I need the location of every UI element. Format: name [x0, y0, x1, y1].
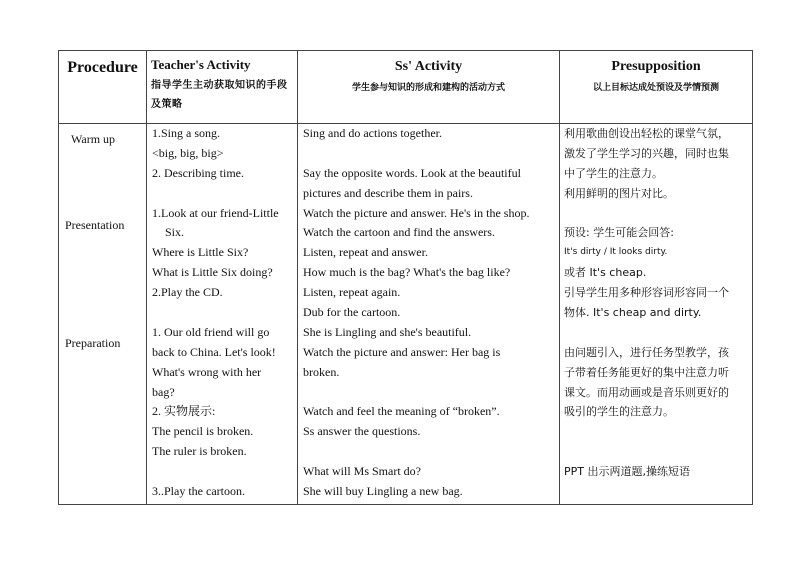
teacher-line: <big, big, big> [152, 145, 224, 160]
pre-line [560, 482, 752, 502]
ss-line: Say the opposite words. Look at the beautiful [303, 165, 521, 180]
pre-line: 或者 It's cheap. [564, 266, 647, 280]
presupposition-heading: Presupposition [611, 59, 701, 74]
teacher-line: 1.Sing a song. [152, 126, 221, 140]
ss-line: How much is the bag? What's the bag like? [303, 265, 511, 280]
pre-line [560, 422, 752, 442]
teacher-line: 1. Our old friend will go [152, 324, 270, 339]
ss-line: Dub for the cartoon. [303, 305, 401, 320]
pre-line: 利用鲜明的图片对比。 [564, 186, 674, 200]
teacher-line: What's wrong with her [152, 364, 262, 379]
ss-line: Watch the picture and answer. He's in the shop. [303, 205, 530, 220]
ss-line: Watch the picture and answer: Her bag is [303, 344, 501, 359]
teacher-line [147, 184, 297, 204]
teacher-line: 2.Play the CD. [152, 285, 223, 300]
ss-line [298, 442, 559, 462]
pre-line: 引导学生用多种形容词形容同一个 [564, 286, 729, 300]
ss-line: Watch the cartoon and find the answers. [303, 225, 495, 240]
pre-line [560, 323, 752, 343]
teacher-line: 2. 实物展示: [152, 404, 216, 419]
ss-line: What will Ms Smart do? [303, 464, 421, 479]
ss-line: Sing and do actions together. [303, 126, 442, 140]
procedure-presentation: Presentation [65, 218, 125, 232]
pre-line: 由问题引入，进行任务型教学，孩 [564, 345, 729, 359]
teacher-line: The ruler is broken. [152, 444, 247, 459]
ss-line [298, 383, 559, 403]
teacher-line: Six. [165, 225, 185, 240]
header-procedure [59, 51, 147, 124]
teacher-line: The pencil is broken. [152, 424, 254, 439]
pre-line: It's dirty / It looks dirty. [564, 247, 668, 258]
pre-line: 利用歌曲创设出轻松的课堂气氛， [564, 127, 729, 140]
ss-line: pictures and describe them in pairs. [303, 185, 473, 200]
teacher-line: back to China. Let's look! [152, 344, 276, 359]
ss-line [298, 144, 559, 164]
ss-line: Listen, repeat and answer. [303, 245, 428, 260]
ss-line: Listen, repeat again. [303, 285, 401, 300]
body-row [59, 124, 753, 505]
pre-line: 激发了学生学习的兴趣，同时也集 [564, 146, 729, 160]
pre-line [560, 204, 752, 224]
procedure-heading: Procedure [67, 59, 138, 76]
ss-line: Watch and feel the meaning of “broken”. [303, 404, 500, 419]
teacher-line: 1.Look at our friend-Little [152, 205, 279, 220]
teacher-line: What is Little Six doing? [152, 265, 273, 280]
ss-line: She will buy Lingling a new bag. [303, 484, 463, 499]
presupposition-subheading: 以上目标达成处预设及学情预测 [592, 83, 719, 93]
header-teacher [147, 51, 298, 124]
pre-line: 中了学生的注意力。 [564, 166, 663, 180]
ss-activity-subheading: 学生参与知识的形成和建构的活动方式 [351, 83, 505, 93]
teacher-activity-heading: Teacher's Activity [151, 57, 251, 72]
pre-line: PPT 出示两道题,操练短语 [564, 465, 690, 479]
ss-activity-column [298, 124, 560, 505]
ss-line: She is Lingling and she's beautiful. [303, 324, 472, 339]
teacher-activity-subheading: 指导学生主动获取知识的手段及策略 [151, 80, 288, 110]
header-ss [298, 51, 560, 124]
teacher-line [147, 462, 297, 482]
presupposition-column [560, 124, 753, 505]
header-presupposition [560, 51, 753, 124]
teacher-line: Where is Little Six? [152, 245, 249, 260]
ss-line: Ss answer the questions. [303, 424, 421, 439]
pre-line [560, 442, 752, 462]
pre-line: 吸引的学生的注意力。 [564, 405, 674, 419]
teacher-line: 2. Describing time. [152, 165, 244, 180]
procedure-preparation: Preparation [65, 336, 121, 350]
teacher-activity-column [147, 124, 298, 505]
teacher-line [147, 303, 297, 323]
pre-line: 课文。而用动画或是音乐则更好的 [564, 385, 729, 399]
ss-activity-heading: Ss' Activity [394, 59, 463, 74]
pre-line: 预设: 学生可能会回答: [564, 226, 674, 240]
teacher-line: 3..Play the cartoon. [152, 484, 245, 499]
lesson-plan-table [58, 50, 753, 505]
header-row [59, 51, 753, 124]
pre-line: 物体. It's cheap and dirty. [564, 306, 702, 320]
pre-line: 子带着任务能更好的集中注意力听 [564, 365, 729, 379]
teacher-line: bag? [152, 384, 175, 399]
ss-line: broken. [303, 364, 340, 379]
procedure-warm-up: Warm up [71, 132, 116, 146]
procedure-column [59, 124, 147, 505]
